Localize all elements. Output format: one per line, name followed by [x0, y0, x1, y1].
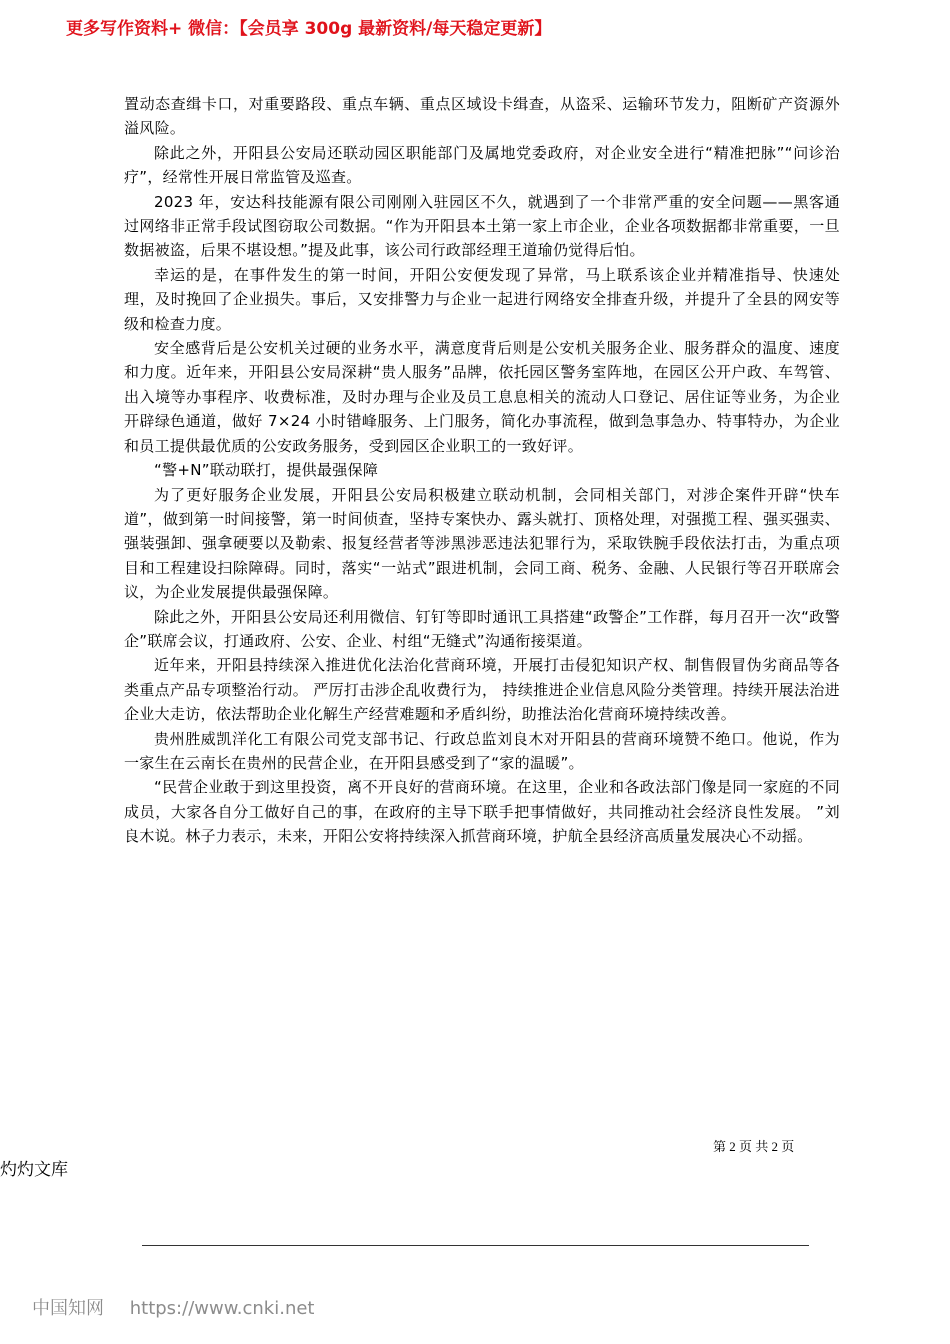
article-paragraph: 安全感背后是公安机关过硬的业务水平，满意度背后则是公安机关服务企业、服务群众的温度、速度和力度。近年来，开阳县公安局深耕“贵人服务”品牌，依托园区警务室阵地，在园区公开户政、车驾管、出入境等办事程序、收费标准，及时办理与企业及员工息息相关的流动人口登记、居住证等业务，为企业开辟绿色通道，做好 7×24 小时错峰服务、上门服务，简化办事流程，做到急事急办、特事特办，为企业和员工提供最优质的公安政务服务，受到园区企业职工的一致好评。 — [124, 339, 840, 455]
article-paragraph: 除此之外，开阳县公安局还联动园区职能部门及属地党委政府，对企业安全进行“精准把脉”“问诊治疗”，经常性开展日常监管及巡查。 — [124, 143, 840, 187]
article-paragraph: “警+N”联动联打，提供最强保障 — [154, 461, 379, 480]
article-paragraph: 贵州胜威凯洋化工有限公司党支部书记、行政总监刘良木对开阳县的营商环境赞不绝口。他说，作为一家生在云南长在贵州的民营企业，在开阳县感受到了“家的温暖”。 — [124, 729, 840, 772]
library-name: 灼灼文库 — [0, 1160, 68, 1180]
footer-divider — [142, 1245, 809, 1246]
footer-site-name: 中国知网 — [32, 1298, 104, 1319]
promo-banner: 更多写作资料+ 微信：【会员享 300g 最新资料/每天稳定更新】 — [66, 19, 552, 39]
article-paragraph: 置动态查缉卡口，对重要路段、重点车辆、重点区域设卡缉查，从盗采、运输环节发力，阻断矿产资源外溢风险。 — [124, 95, 840, 138]
article-paragraph: 幸运的是，在事件发生的第一时间，开阳公安便发现了异常，马上联系该企业并精准指导、快速处理，及时挽回了企业损失。事后，又安排警力与企业一起进行网络安全排查升级，并提升了全县的网安等级和检查力度。 — [124, 265, 840, 333]
article-paragraph: 近年来，开阳县持续深入推进优化法治化营商环境，开展打击侵犯知识产权、制售假冒伪劣商品等各类重点产品专项整治行动。 严厉打击涉企乱收费行为， 持续推进企业信息风险分类管理。持续开展法治进企业大走访，依法帮助企业化解生产经营难题和矛盾纠纷，助推法治化营商环境持续改善。 — [124, 656, 840, 724]
article-body — [124, 92, 840, 849]
article-paragraph: 除此之外，开阳县公安局还利用微信、钉钉等即时通讯工具搭建“政警企”工作群，每月召开一次“政警企”联席会议，打通政府、公安、企业、村组“无缝式”沟通衔接渠道。 — [124, 607, 840, 650]
article-paragraph: 为了更好服务企业发展，开阳县公安局积极建立联动机制，会同相关部门，对涉企案件开辟“快车道”，做到第一时间接警，第一时间侦查，坚持专案快办、露头就打、顶格处理，对强揽工程、强买强卖、强装强卸、强拿硬要以及勒索、报复经营者等涉黑涉恶违法犯罪行为，采取铁腕手段依法打击，为重点项目和工程建设扫除障碍。同时，落实“一站式”跟进机制，会同工商、税务、金融、人民银行等召开联席会议，为企业发展提供最强保障。 — [124, 485, 840, 602]
article-paragraph: “民营企业敢于到这里投资，离不开良好的营商环境。在这里，企业和各政法部门像是同一家庭的不同成员，大家各自分工做好自己的事，在政府的主导下联手把事情做好，共同推动社会经济良性发展。 ”刘良木说。林子力表示，未来，开阳公安将持续深入抓营商环境，护航全县经济高质量发展决心不动摇。 — [124, 778, 840, 846]
footer-url-link[interactable]: https://www.cnki.net — [129, 1298, 315, 1319]
page-number: 第 2 页 共 2 页 — [713, 1139, 795, 1154]
article-paragraph: 2023 年，安达科技能源有限公司刚刚入驻园区不久，就遇到了一个非常严重的安全问题——黑客通过网络非正常手段试图窃取公司数据。“作为开阳县本土第一家上市企业，企业各项数据都非常重要，一旦数据被盗，后果不堪设想。”提及此事，该公司行政部经理王道瑜仍觉得后怕。 — [124, 192, 840, 260]
footer — [32, 1294, 314, 1320]
